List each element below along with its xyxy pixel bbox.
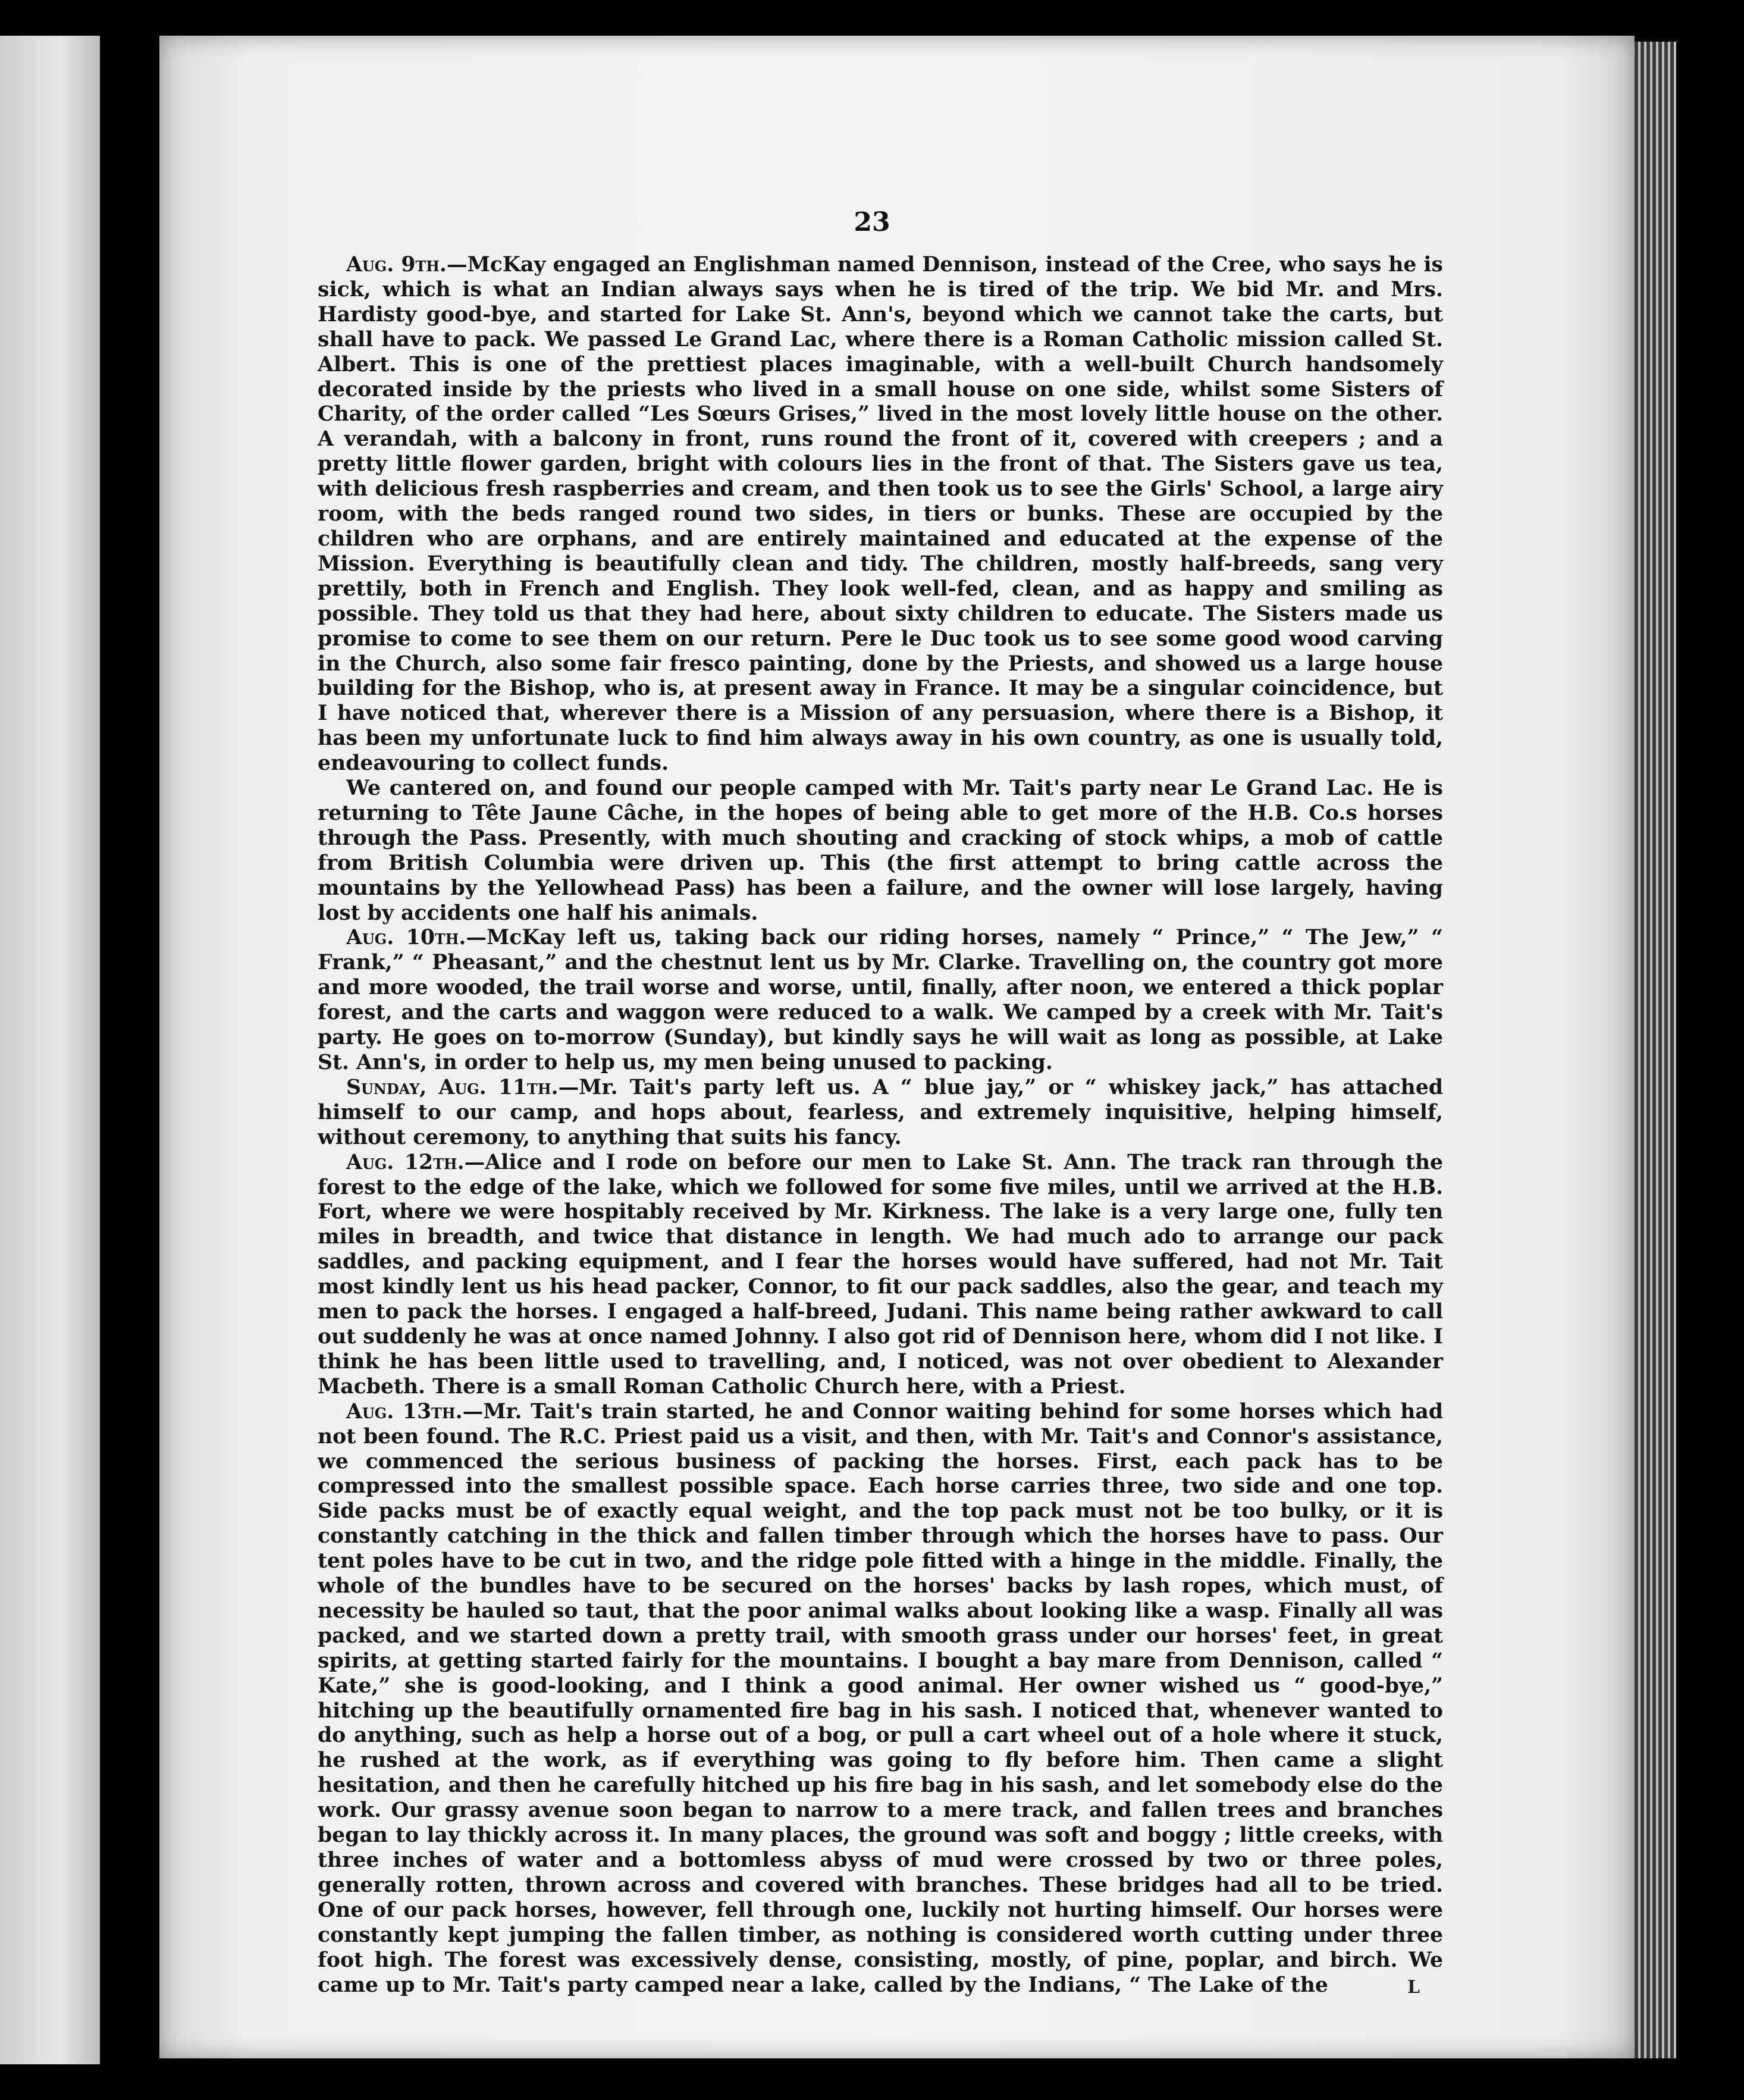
signature-mark: L: [1407, 1977, 1420, 1998]
entry-date: Aug. 12th.: [346, 1150, 465, 1174]
entry-date: Sunday, Aug. 11th.: [346, 1075, 559, 1099]
entry-date: Aug. 10th.: [346, 926, 466, 950]
page-number: 23: [854, 207, 890, 237]
entry-text: —Alice and I rode on before our men to Lake St. Ann. The track ran through the forest to the edge of the lake, which we followed for some five miles, until we arrived at the H.B. Fort, where we were hospitably received by Mr. Kirkness. The lake is a very large one, fully ten miles in breadth, and twice that distance in length. We had much ado to arrange our pack saddles, and packing equipment, and I fear the horses would have suffered, had not Mr. Tait most kindly lent us his head packer, Connor, to fit our pack saddles, also the gear, and teach my men to pack the horses. I engaged a half-breed, Judani. This name being rather awkward to call out suddenly he was at once named Johnny. I also got rid of Dennison here, whom did I not like. I think he has been little used to travelling, and, I noticed, was not over obedient to Alexander Macbeth. There is a small Roman Catholic Church here, with a Priest.: [318, 1150, 1443, 1399]
entry-text: —McKay left us, taking back our riding horses, namely “ Prince,” “ The Jew,” “ Frank,” “ Pheasant,” and the chestnut lent us by Mr. Clarke. Travelling on, the country got more and more wooded, the trail worse and worse, until, finally, after noon, we entered a thick poplar forest, and the carts and waggon were reduced to a walk. We camped by a creek with Mr. Tait's party. He goes on to-morrow (Sunday), but kindly says he will wait as long as possible, at Lake St. Ann's, in order to help us, my men being unused to packing.: [318, 926, 1443, 1074]
body-text: [318, 253, 1443, 1998]
paragraph-aug-11: [318, 1076, 1443, 1151]
book-gutter: [100, 0, 159, 2100]
entry-text: We cantered on, and found our people camped with Mr. Tait's party near Le Grand Lac. He is returning to Tête Jaune Câche, in the hopes of being able to get more of the H.B. Co.s horses through the Pass. Presently, with much shouting and cracking of stock whips, a mob of cattle from British Columbia were driven up. This (the first attempt to bring cattle across the mountains by the Yellowhead Pass) has been a failure, and the owner will lose largely, having lost by accidents one half his animals.: [318, 776, 1443, 925]
entry-text: —Mr. Tait's party left us. A “ blue jay,” or “ whiskey jack,” has attached himself to our camp, and hops about, fearless, and extremely inquisitive, helping himself, without ceremony, to anything that suits his fancy.: [318, 1075, 1443, 1149]
page-stack-edges: [1635, 42, 1676, 2058]
entry-date: Aug. 13th.: [346, 1399, 463, 1424]
paragraph-aug-10: [318, 926, 1443, 1075]
paragraph-aug-13: [318, 1400, 1443, 1998]
paragraph-aug-9: [318, 253, 1443, 776]
entry-date: Aug. 9th.: [346, 253, 447, 277]
entry-text: —Mr. Tait's train started, he and Connor waiting behind for some horses which had not been found. The R.C. Priest paid us a visit, and then, with Mr. Tait's and Connor's assistance, we commenced the serious business of packing the horses. First, each pack has to be compressed into the smallest possible space. Each horse carries three, two side and one top. Side packs must be of exactly equal weight, and the top pack must not be too bulky, or it is constantly catching in the thick and fallen timber through which the horses have to pass. Our tent poles have to be cut in two, and the ridge pole fitted with a hinge in the middle. Finally, the whole of the bundles have to be secured on the horses' backs by lash ropes, which must, of necessity be hauled so taut, that the poor animal walks about looking like a wasp. Finally all was packed, and we started down a pretty trail, with smooth grass under our horses' feet, in great spirits, at getting started fairly for the mountains. I bought a bay mare from Dennison, called “ Kate,” she is good-looking, and I think a good animal. Her owner wished us “ good-bye,” hitching up the beautifully ornamented fire bag in his sash. I noticed that, whenever wanted to do anything, such as help a horse out of a bog, or pull a cart wheel out of a hole where it stuck, he rushed at the work, as if everything was going to fly before him. Then came a slight hesitation, and then he carefully hitched up his fire bag in his sash, and let somebody else do the work. Our grassy avenue soon began to narrow to a mere track, and fallen trees and branches began to lay thickly across it. In many places, the ground was soft and boggy ; little creeks, with three inches of water and a bottomless abyss of mud were crossed by two or three poles, generally rotten, thrown across and covered with branches. These bridges had all to be tried. One of our pack horses, however, fell through one, luckily not hurting himself. Our horses were constantly kept jumping the fallen timber, as nothing is considered worth cutting under three foot high. The forest was excessively dense, consisting, mostly, of pine, poplar, and birch. We came up to Mr. Tait's party camped near a lake, called by the Indians, “ The Lake of the: [318, 1399, 1443, 1997]
facing-page-edge: [0, 36, 100, 2064]
entry-text: —McKay engaged an Englishman named Dennison, instead of the Cree, who says he is sick, which is what an Indian always says when he is tired of the trip. We bid Mr. and Mrs. Hardisty good-bye, and started for Lake St. Ann's, beyond which we cannot take the carts, but shall have to pack. We passed Le Grand Lac, where there is a Roman Catholic mission called St. Albert. This is one of the prettiest places imaginable, with a well-built Church handsomely decorated inside by the priests who lived in a small house on one side, whilst some Sisters of Charity, of the order called “Les Sœurs Grises,” lived in the most lovely little house on the other. A verandah, with a balcony in front, runs round the front of it, covered with creepers ; and a pretty little flower garden, bright with colours lies in the front of that. The Sisters gave us tea, with delicious fresh raspberries and cream, and then took us to see the Girls' School, a large airy room, with the beds ranged round two sides, in tiers or bunks. These are occupied by the children who are orphans, and are entirely maintained and educated at the expense of the Mission. Everything is beautifully clean and tidy. The children, mostly half-breeds, sang very prettily, both in French and English. They look well-fed, clean, and as happy and smiling as possible. They told us that they had here, about sixty children to educate. The Sisters made us promise to come to see them on our return. Pere le Duc took us to see some good wood carving in the Church, also some fair fresco painting, done by the Priests, and showed us a large house building for the Bishop, who is, at present away in France. It may be a singular coincidence, but I have noticed that, wherever there is a Mission of any persuasion, where there is a Bishop, it has been my unfortunate luck to find him always away in his own country, as one is usually told, endeavouring to collect funds.: [318, 253, 1444, 776]
paragraph-camp: [318, 776, 1443, 926]
paragraph-aug-12: [318, 1151, 1443, 1400]
